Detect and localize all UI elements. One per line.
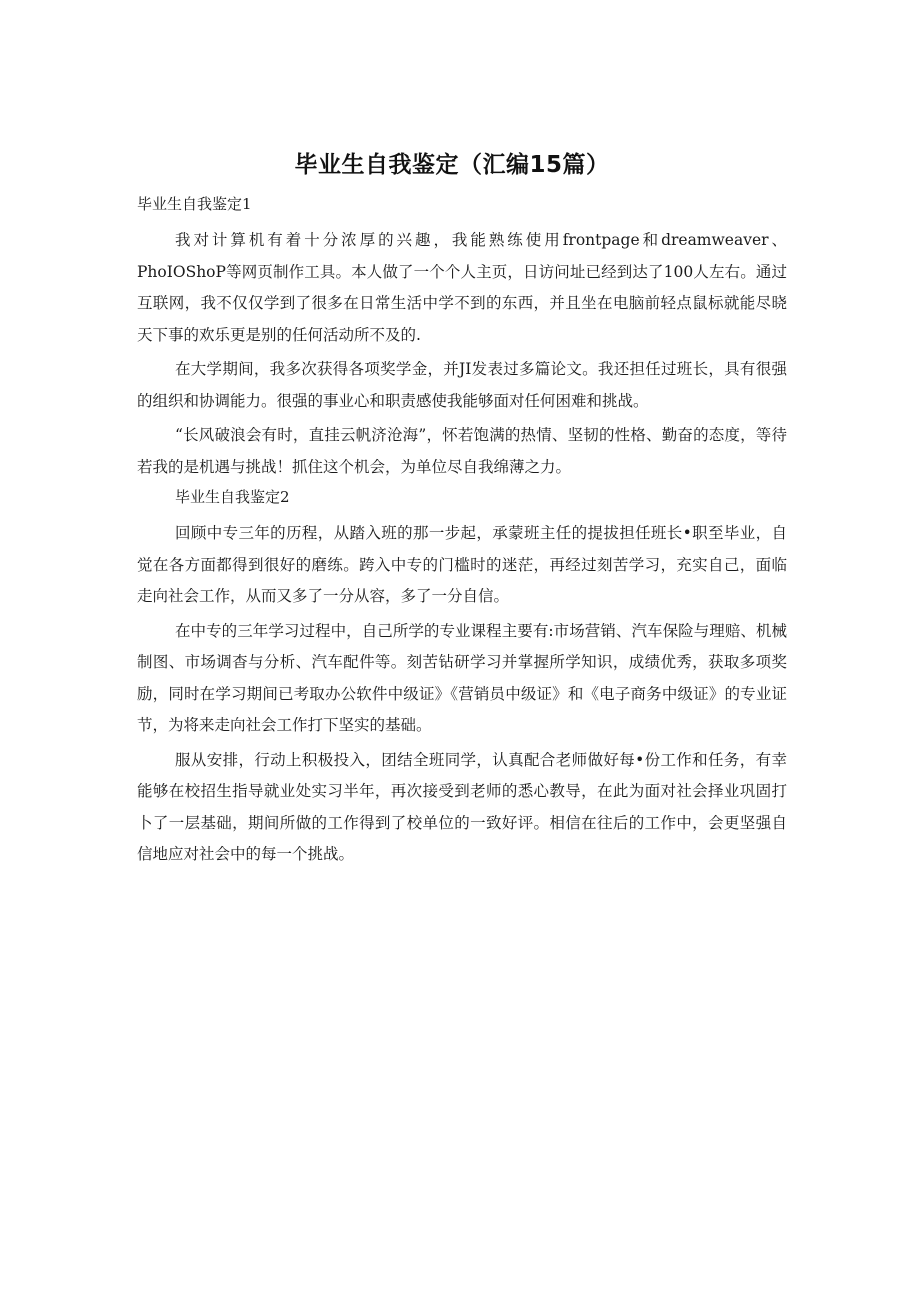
document-title: 毕业生自我鉴定（汇编15篇） [294, 152, 610, 178]
paragraph: “长风破浪会有时，直挂云帆济沧海”，怀若饱满的热情、坚韧的性格、勤奋的态度，等待若我的是机遇与挑战！抓住这个机会，为单位尽自我绵薄之力。 [137, 426, 787, 476]
section-2 [137, 486, 787, 871]
paragraph: 回顾中专三年的历程，从踏入班的那一步起，承蒙班主任的提拔担任班长•职至毕业，自觉在各方面都得到很好的磨练。跨入中专的门槛时的迷茫，再经过刻苦学习，充实自己，面临走向社会工作，从而又多了一分从容，多了一分自信。 [137, 524, 787, 605]
section-heading: 毕业生自我鉴定1 [137, 195, 252, 213]
paragraph: 服从安排，行动上积极投入，团结全班同学，认真配合老师做好每•份工作和任务，有幸能够在校招生指导就业处实习半年，再次接受到老师的悉心教导，在此为面对社会择业巩固打卜了一层基础，期间所做的工作得到了校单位的一致好评。相信在往后的工作中，会更坚强自信地应对社会中的每一个挑战。 [137, 750, 787, 863]
document-body [137, 193, 787, 874]
paragraph: 在大学期间，我多次获得各项奖学金，并JI发表过多篇论文。我还担任过班长，具有很强的组织和协调能力。很强的事业心和职责感使我能够面对任何困难和挑战。 [137, 360, 787, 410]
paragraph: 我对计算机有着十分浓厚的兴趣，我能熟练使用frontpage和dreamweaver、PhoIOShoP等网页制作工具。本人做了一个个人主页，日访问址已经到达了100人左右。通过互联网，我不仅仅学到了很多在日常生活中学不到的东西，并且坐在电脑前轻点鼠标就能尽晓天下事的欢乐更是别的任何活动所不及的. [137, 231, 787, 344]
section-1 [137, 193, 787, 483]
paragraph: 在中专的三年学习过程中，自己所学的专业课程主要有:市场营销、汽车保险与理赔、机械制图、市场调杳与分析、汽车配件等。刻苦钻研学习并掌握所学知识，成绩优秀，获取多项奖励，同时在学习期间已考取办公软件中级证》《营销员中级证》和《电子商务中级证》的专业证节，为将来走向社会工作打下坚实的基础。 [137, 621, 787, 734]
section-heading: 毕业生自我鉴定2 [175, 488, 290, 506]
